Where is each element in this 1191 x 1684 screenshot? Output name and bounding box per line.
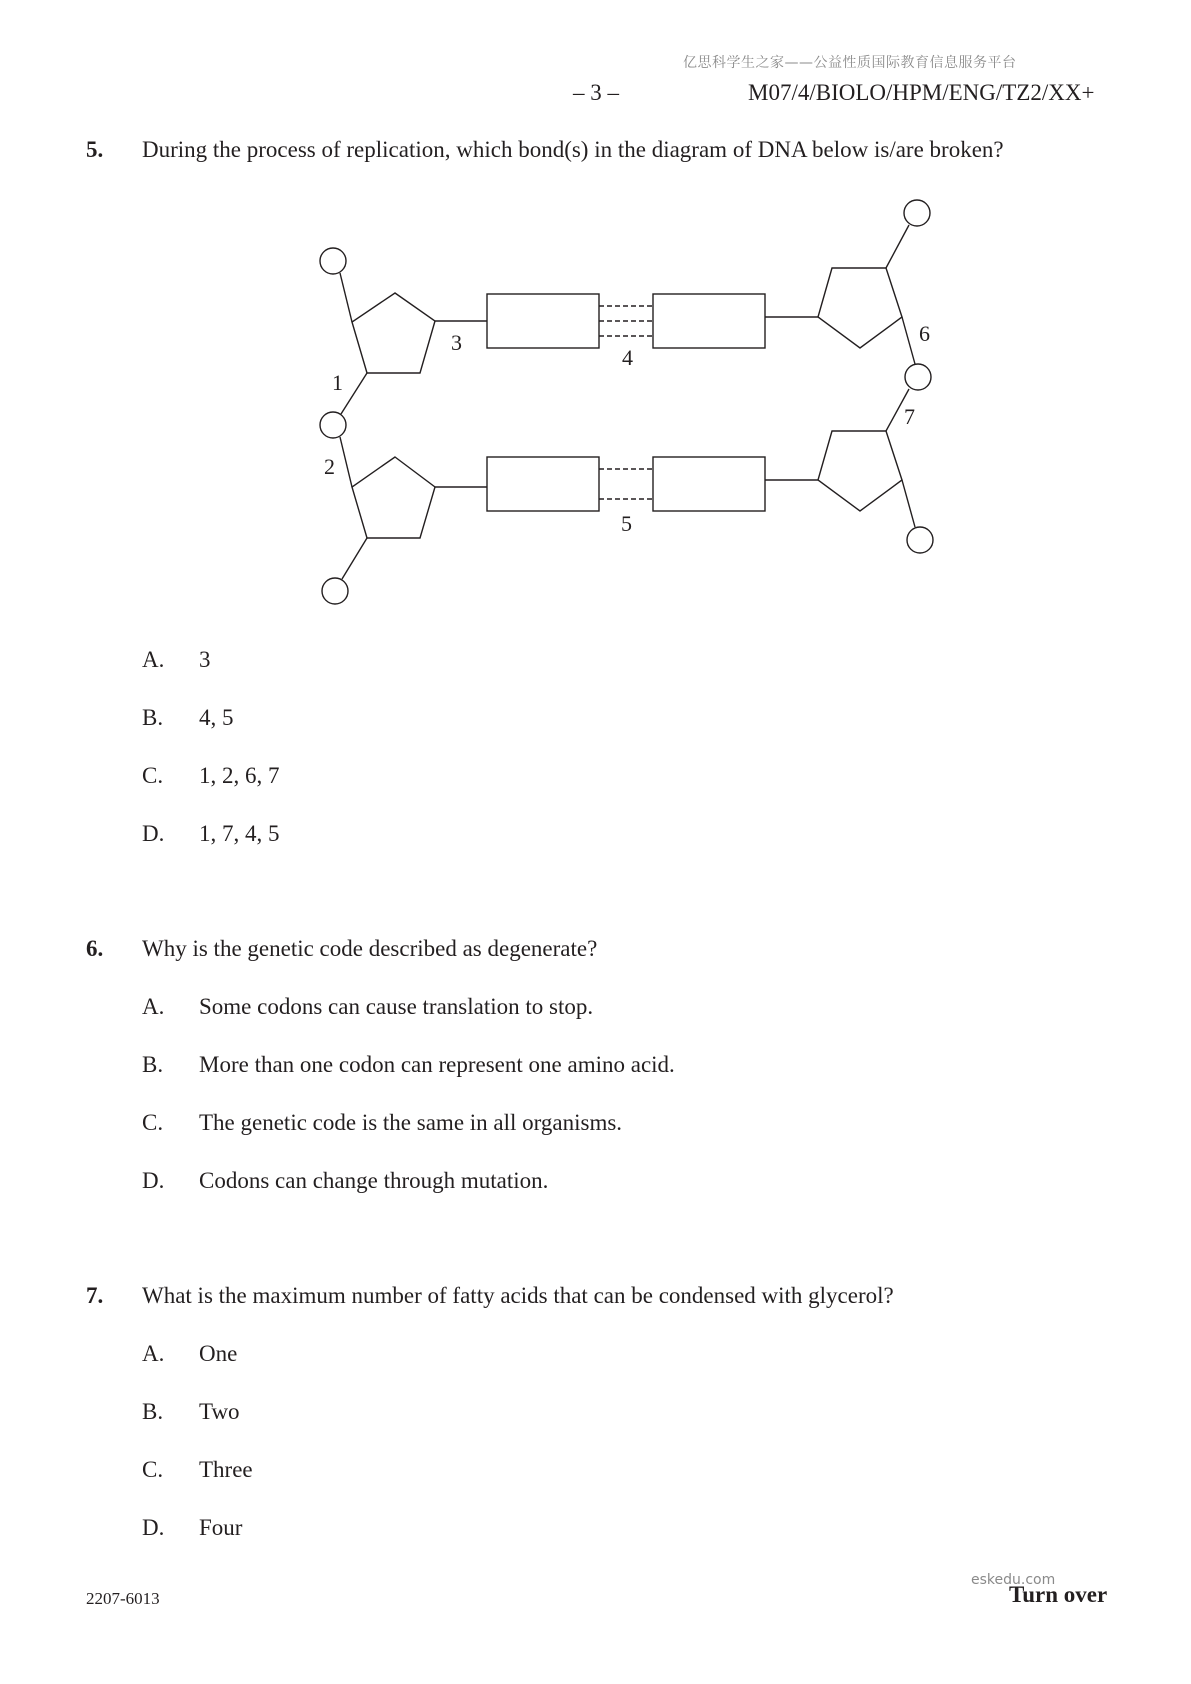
base-bottom-left xyxy=(487,457,599,511)
sugar-top-left xyxy=(352,293,435,373)
q5-option-a-letter: A. xyxy=(142,647,165,672)
label-1: 1 xyxy=(332,370,343,395)
page-number: – 3 – xyxy=(573,80,619,105)
q5-option-c-text: 1, 2, 6, 7 xyxy=(199,763,280,788)
phosphate-top-right xyxy=(904,200,930,226)
q6-option-b-text: More than one codon can represent one amino acid. xyxy=(199,1052,675,1077)
q5-option-d-text: 1, 7, 4, 5 xyxy=(199,821,280,846)
footer-watermark: eskedu.com xyxy=(971,1572,1056,1588)
base-top-left xyxy=(487,294,599,348)
dna-diagram xyxy=(0,0,1191,620)
phosphate-top-left xyxy=(320,248,346,274)
q6-option-d-text: Codons can change through mutation. xyxy=(199,1168,549,1193)
label-4: 4 xyxy=(622,345,633,370)
question-6-number: 6. xyxy=(86,936,104,961)
sugar-top-right xyxy=(818,268,902,348)
label-6: 6 xyxy=(919,321,930,346)
q7-option-a-letter: A. xyxy=(142,1341,165,1366)
q7-option-b-letter: B. xyxy=(142,1399,164,1424)
q7-option-d-text: Four xyxy=(199,1515,243,1540)
q6-option-b-letter: B. xyxy=(142,1052,164,1077)
q5-option-b-letter: B. xyxy=(142,705,164,730)
question-7-number: 7. xyxy=(86,1283,104,1308)
header-watermark: 亿思科学生之家——公益性质国际教育信息服务平台 xyxy=(683,55,1017,71)
phosphate-right-middle xyxy=(905,364,931,390)
label-2: 2 xyxy=(324,454,335,479)
q5-option-d-letter: D. xyxy=(142,821,165,846)
footer-code: 2207-6013 xyxy=(86,1589,160,1608)
question-5-text: During the process of replication, which bond(s) in the diagram of DNA below is/are broken? xyxy=(142,137,1004,162)
q7-option-c-text: Three xyxy=(199,1457,253,1482)
label-3: 3 xyxy=(451,330,462,355)
q5-option-a-text: 3 xyxy=(199,647,211,672)
bond-2 xyxy=(340,437,352,487)
q7-option-c-letter: C. xyxy=(142,1457,164,1482)
q7-option-d-letter: D. xyxy=(142,1515,165,1540)
q6-option-a-letter: A. xyxy=(142,994,165,1019)
bond-phosphate-sugar-top-left xyxy=(340,273,352,322)
question-7-text: What is the maximum number of fatty acids that can be condensed with glycerol? xyxy=(142,1283,894,1308)
q7-option-b-text: Two xyxy=(199,1399,240,1424)
bond-1 xyxy=(341,373,367,414)
question-6-text: Why is the genetic code described as degenerate? xyxy=(142,936,598,961)
q7-option-a-text: One xyxy=(199,1341,238,1366)
bond-6 xyxy=(902,317,915,364)
label-5: 5 xyxy=(621,511,632,536)
phosphate-bottom-left xyxy=(322,578,348,604)
sugar-bottom-left xyxy=(352,457,435,538)
q5-option-b-text: 4, 5 xyxy=(199,705,234,730)
phosphate-bottom-right xyxy=(907,527,933,553)
turn-over: Turn over xyxy=(1009,1582,1108,1607)
q6-option-a-text: Some codons can cause translation to stop. xyxy=(199,994,594,1019)
q5-option-c-letter: C. xyxy=(142,763,164,788)
phosphate-left-middle xyxy=(320,412,346,438)
base-top-right xyxy=(653,294,765,348)
sugar-bottom-right xyxy=(818,431,902,511)
label-7: 7 xyxy=(904,404,915,429)
q6-option-c-letter: C. xyxy=(142,1110,164,1135)
q6-option-c-text: The genetic code is the same in all organisms. xyxy=(199,1110,623,1135)
base-bottom-right xyxy=(653,457,765,511)
q6-option-d-letter: D. xyxy=(142,1168,165,1193)
paper-code: M07/4/BIOLO/HPM/ENG/TZ2/XX+ xyxy=(748,80,1095,105)
question-5-number: 5. xyxy=(86,137,104,162)
